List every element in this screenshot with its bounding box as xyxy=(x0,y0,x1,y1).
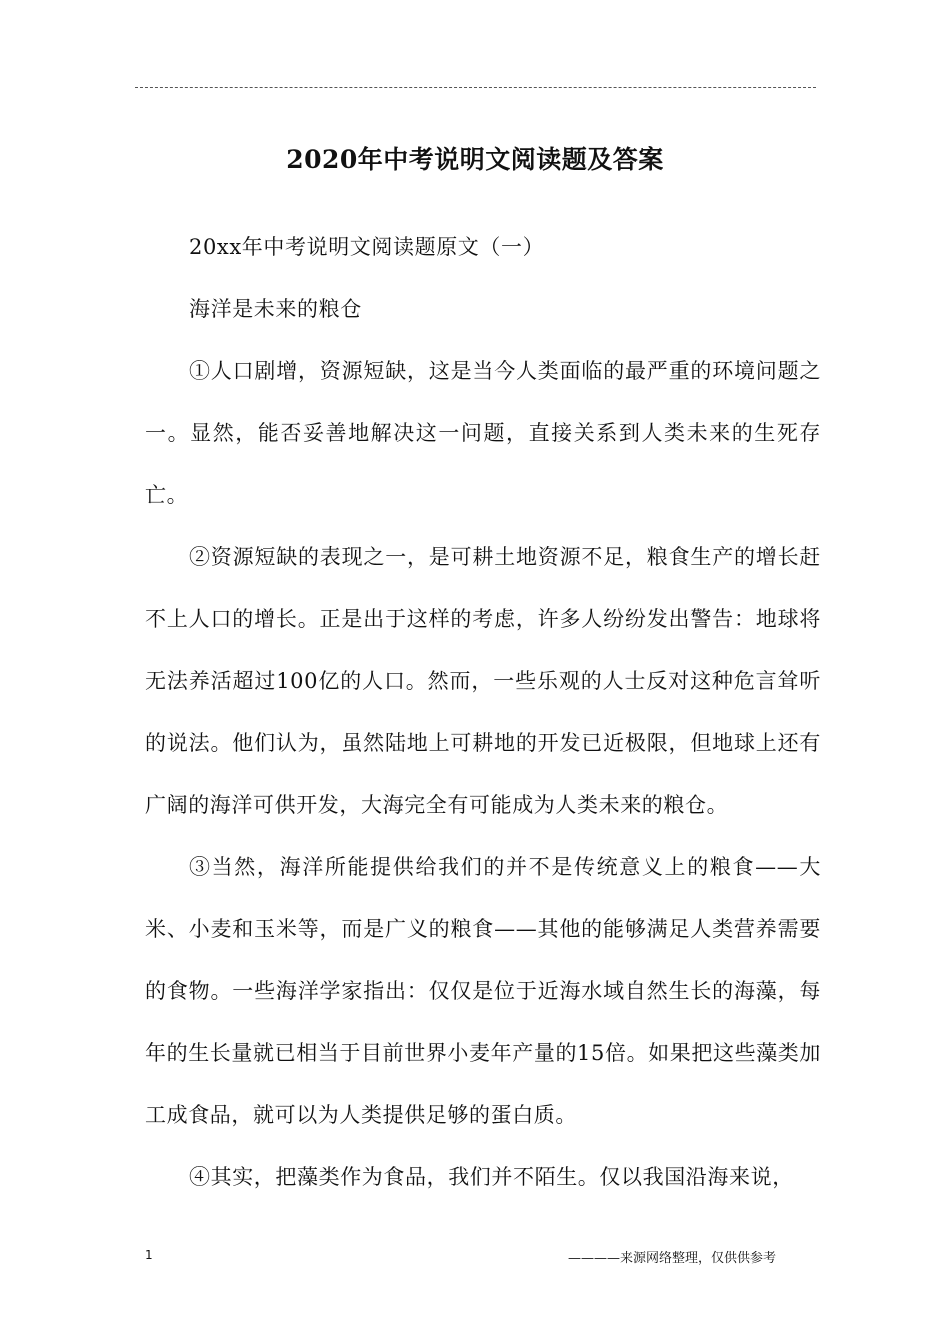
paragraph-3: ③当然，海洋所能提供给我们的并不是传统意义上的粮食——大米、小麦和玉米等，而是广义的粮食——其他的能够满足人类营养需要的食物。一些海洋学家指出：仅仅是位于近海水域自然生长的海藻，每年的生长量就已相当于目前世界小麦年产量的15倍。如果把这些藻类加工成食品，就可以为人类提供足够的蛋白质。 xyxy=(145,855,821,1127)
page-title: 2020年中考说明文阅读题及答案 xyxy=(286,145,664,174)
paragraph-2: ②资源短缺的表现之一，是可耕土地资源不足，粮食生产的增长赶不上人口的增长。正是出于这样的考虑，许多人纷纷发出警告：地球将无法养活超过100亿的人口。然而，一些乐观的人士反对这种危言耸听的说法。他们认为，虽然陆地上可耕地的开发已近极限，但地球上还有广阔的海洋可供开发，大海完全有可能成为人类未来的粮仓。 xyxy=(145,545,821,817)
footer-source-note: ————来源网络整理，仅供供参考 xyxy=(567,1251,776,1266)
article-title: 海洋是未来的粮仓 xyxy=(189,297,362,321)
section-heading: 20xx年中考说明文阅读题原文（一） xyxy=(189,235,545,259)
body-text xyxy=(145,216,821,1208)
page-number: 1 xyxy=(145,1248,153,1262)
paragraph-1: ①人口剧增，资源短缺，这是当今人类面临的最严重的环境问题之一。显然，能否妥善地解决这一问题，直接关系到人类未来的生死存亡。 xyxy=(145,359,821,507)
paragraph-4: ④其实，把藻类作为食品，我们并不陌生。仅以我国沿海来说， xyxy=(189,1165,794,1189)
header-rule xyxy=(135,87,816,88)
